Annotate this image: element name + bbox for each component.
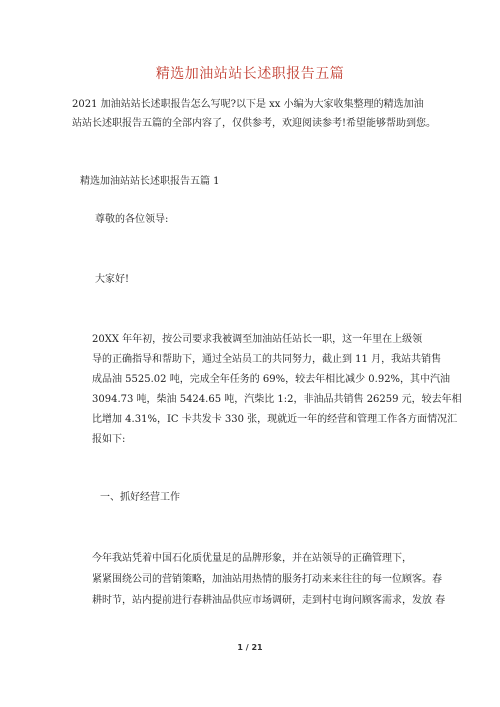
section-heading: 一、抓好经营工作 bbox=[100, 492, 180, 503]
greeting-line: 大家好! bbox=[95, 274, 130, 285]
intro-line: 站站长述职报告五篇的全部内容了，仅供参考，欢迎阅读参考!希望能够帮助到您。 bbox=[72, 118, 437, 129]
paragraph-line: 比增加 4.31%，IC 卡共发卡 330 张，现就近一年的经营和管理工作各方面情况汇 bbox=[92, 414, 458, 425]
body-paragraph-2 bbox=[92, 548, 446, 611]
intro-paragraph bbox=[72, 95, 437, 133]
salutation: 尊敬的各位领导: bbox=[95, 214, 169, 225]
paragraph-line: 20XX 年年初，按公司要求我被调至加油站任站长一职，这一年里在上级领 bbox=[92, 334, 423, 345]
paragraph-line: 导的正确指导和帮助下，通过全站员工的共同努力，截止到 11 月，我站共销售 bbox=[92, 354, 442, 365]
paragraph-line: 报如下: bbox=[92, 434, 126, 445]
paragraph-line: 3094.73 吨，柴油 5424.65 吨，汽柴比 1:2，非油品共销售 26259 元，较去年相 bbox=[92, 394, 462, 405]
paragraph-line: 今年我站凭着中国石化质优量足的品牌形象，并在站领导的正确管理下， bbox=[92, 553, 412, 564]
intro-line: 2021 加油站站长述职报告怎么写呢?以下是 xx 小编为大家收集整理的精选加油 bbox=[72, 99, 424, 110]
section-subtitle: 精选加油站站长述职报告五篇 1 bbox=[80, 176, 220, 187]
paragraph-line: 紧紧围绕公司的营销策略，加油站用热情的服务打动来来往往的每一位顾客。春 bbox=[92, 574, 442, 585]
paragraph-line: 成品油 5525.02 吨，完成全年任务的 69%，较去年相比减少 0.92%，其中汽油 bbox=[92, 374, 451, 385]
document-title: 精选加油站站长述职报告五篇 bbox=[155, 66, 345, 82]
body-paragraph-1 bbox=[92, 330, 462, 450]
page-number: 1 / 21 bbox=[237, 643, 263, 652]
paragraph-line: 耕时节，站内提前进行春耕油品供应市场调研，走到村屯询问顾客需求，发放 春 bbox=[92, 595, 446, 606]
